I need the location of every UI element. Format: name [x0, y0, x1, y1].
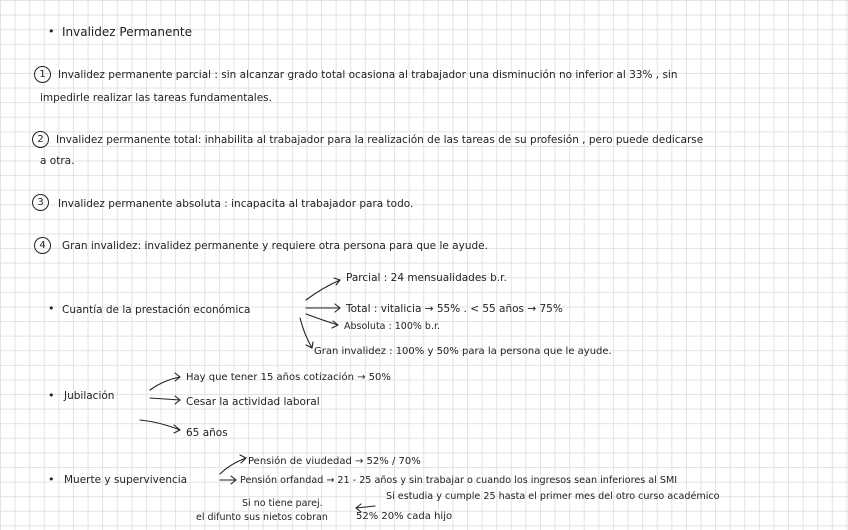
- muerte-label: Muerte y supervivencia: [64, 474, 188, 486]
- section-1-line-2: impedirle realizar las tareas fundamentales.: [40, 92, 272, 104]
- section-number-4: 4: [34, 237, 51, 254]
- section-2-line-1: Invalidez permanente total: inhabilita al trabajador para la realización de las tareas de su profesión , pero puede dedicarse: [56, 134, 704, 146]
- section-number-2: 2: [32, 131, 49, 148]
- jubilacion-item-2: Cesar la actividad laboral: [186, 396, 320, 408]
- section-2-line-2: a otra.: [40, 155, 75, 167]
- muerte-no-pareja: Si no tiene parej.: [242, 498, 323, 509]
- jubilacion-bullet: •: [48, 389, 55, 402]
- page-title: Invalidez Permanente: [62, 25, 193, 39]
- muerte-estudia: Si estudia y cumple 25 hasta el primer mes del otro curso académico: [386, 491, 720, 502]
- cuantia-parcial: Parcial : 24 mensualidades b.r.: [346, 272, 507, 284]
- cuantia-label: Cuantía de la prestación económica: [62, 304, 251, 316]
- jubilacion-item-1: Hay que tener 15 años cotización → 50%: [186, 372, 391, 383]
- section-number-3: 3: [32, 194, 49, 211]
- muerte-difunto: el difunto sus nietos cobran: [196, 512, 328, 523]
- section-number-1: 1: [34, 66, 51, 83]
- muerte-porcentaje: 52% 20% cada hijo: [356, 511, 453, 522]
- muerte-viudedad: Pensión de viudedad → 52% / 70%: [248, 456, 421, 467]
- heading-bullet: •: [48, 25, 55, 38]
- jubilacion-label: Jubilación: [64, 390, 115, 402]
- cuantia-absoluta: Absoluta : 100% b.r.: [344, 321, 441, 332]
- section-3-line-1: Invalidez permanente absoluta : incapacita al trabajador para todo.: [58, 198, 414, 210]
- cuantia-gran-invalidez: Gran invalidez : 100% y 50% para la persona que le ayude.: [314, 346, 612, 357]
- cuantia-total: Total : vitalicia → 55% . < 55 años → 75%: [346, 303, 563, 315]
- cuantia-bullet: •: [48, 302, 55, 315]
- section-4-line-1: Gran invalidez: invalidez permanente y requiere otra persona para que le ayude.: [62, 240, 488, 252]
- muerte-orfandad: Pensión orfandad → 21 - 25 años y sin trabajar o cuando los ingresos sean inferiores al SMI: [240, 475, 678, 486]
- jubilacion-item-3: 65 años: [186, 427, 228, 439]
- muerte-bullet: •: [48, 473, 55, 486]
- section-1-line-1: Invalidez permanente parcial : sin alcanzar grado total ocasiona al trabajador una disminución no inferior al 33% , sin: [58, 69, 678, 81]
